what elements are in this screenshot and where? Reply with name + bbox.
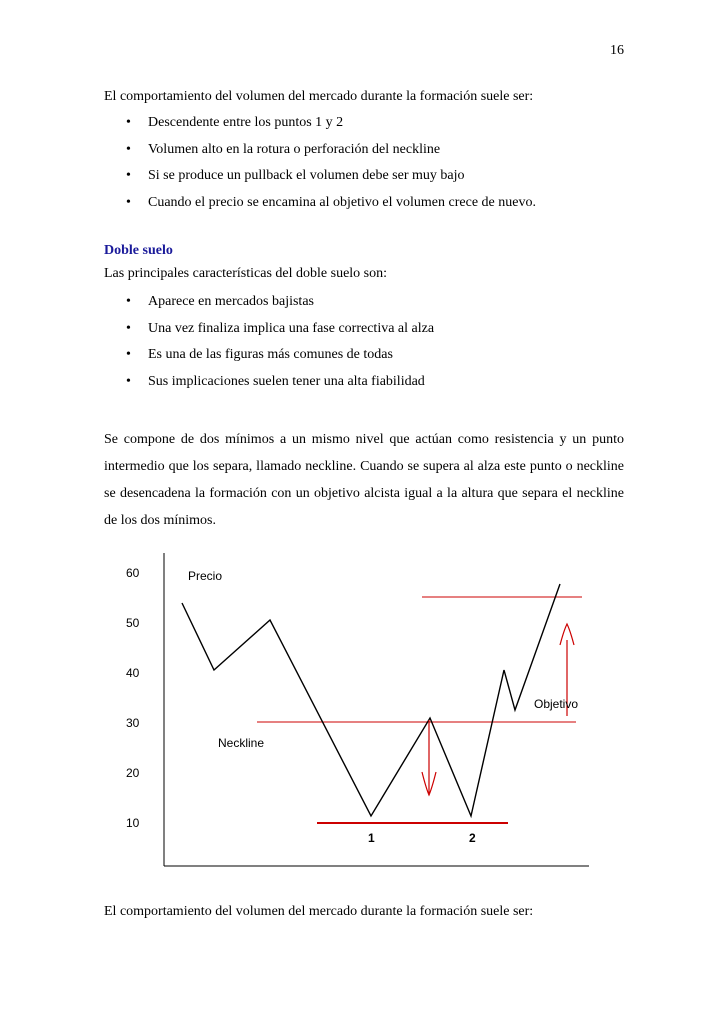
bullet-icon: • (126, 115, 131, 130)
y-tick-label: 20 (126, 766, 140, 780)
bullet-icon: • (126, 195, 131, 211)
y-tick-label: 10 (126, 816, 140, 830)
y-tick-label: 30 (126, 716, 140, 730)
list-item: • Aparece en mercados bajistas (126, 294, 314, 309)
point-label-2: 2 (469, 831, 476, 845)
list-item: • Descendente entre los puntos 1 y 2 (126, 115, 344, 130)
volume-intro: El comportamiento del volumen del mercado durante la formación suele ser: (104, 89, 534, 104)
list-item: • Sus implicaciones suelen tener una alta fiabilidad (126, 374, 425, 390)
neckline-label: Neckline (218, 736, 265, 750)
price-line (182, 584, 560, 816)
characteristics-list (104, 294, 624, 401)
list-item: • Una vez finaliza implica una fase correctiva al alza (126, 320, 435, 336)
y-tick-label: 50 (126, 616, 140, 630)
list-item: • Cuando el precio se encamina al objetivo el volumen crece de nuevo. (126, 195, 536, 211)
y-tick-label: 40 (126, 666, 140, 680)
list-item: • Si se produce un pullback el volumen debe ser muy bajo (126, 168, 465, 184)
volume-list (104, 115, 624, 222)
description-paragraph: Se compone de dos mínimos a un mismo nivel que actúan como resistencia y un punto intermedio que los separa, llamado neckline. Cuando se supera al alza este punto o neckline se desencadena la formación con un objetivo alcista igual a la altura que separa el neckline de los dos mínimos. (104, 432, 624, 528)
section-heading: Doble suelo (104, 243, 173, 258)
point-label-1: 1 (368, 831, 375, 845)
double-bottom-chart (104, 548, 624, 888)
characteristics-intro: Las principales características del doble suelo son: (104, 266, 388, 281)
bullet-icon: • (126, 168, 131, 184)
target-label: Objetivo (534, 697, 579, 711)
bullet-icon: • (126, 141, 131, 157)
list-item: • Volumen alto en la rotura o perforación del neckline (126, 141, 441, 157)
bullet-icon: • (126, 320, 131, 336)
page-number: 16 (610, 43, 624, 58)
closing-paragraph: El comportamiento del volumen del mercado durante la formación suele ser: (104, 904, 534, 919)
bullet-icon: • (126, 347, 131, 363)
y-tick-label: 60 (126, 566, 140, 580)
list-item: • Es una de las figuras más comunes de todas (126, 347, 393, 363)
y-axis-label: Precio (188, 569, 223, 583)
bullet-icon: • (126, 374, 131, 390)
bullet-icon: • (126, 294, 131, 309)
